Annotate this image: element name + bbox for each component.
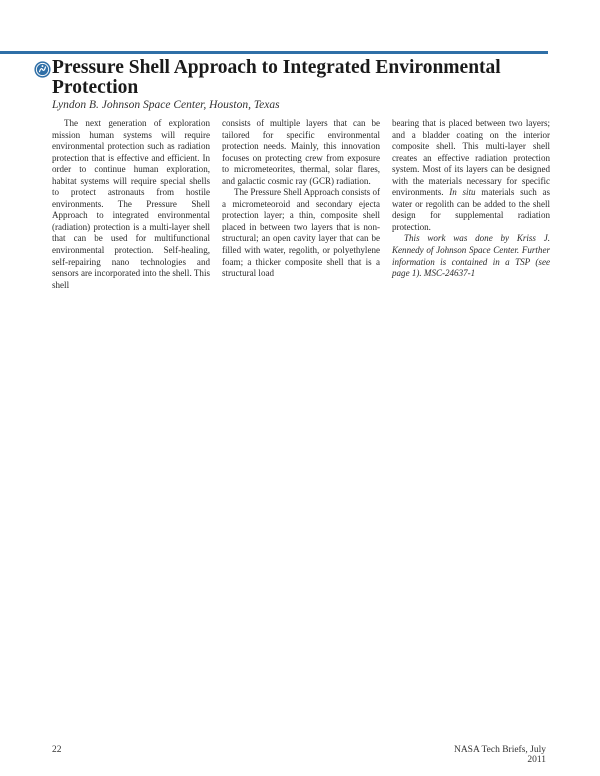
header-rule	[0, 51, 548, 54]
body-paragraph: The next generation of exploration mission human systems will require environmental protection such as radiation protection that is effective and efficient. In order to continue human exploration, habitat systems will require special shells to protect astronauts from hostile environments. The Pressure Shell Approach to integrated environmental (radiation) protection is a multi-layer shell that can be used for multifunctional environmental protection. Self-healing, self-repairing nano technologies and sensors are incorporated into the shell. This shell	[52, 118, 210, 290]
page-number: 22	[52, 745, 62, 755]
body-text-italic: In situ	[449, 187, 476, 198]
article-affiliation: Lyndon B. Johnson Space Center, Houston, Texas	[52, 99, 280, 111]
body-paragraph: The Pressure Shell Approach consists of a micrometeoroid and secondary ejecta protection layer; a thin, composite shell placed in between two layers that is non-structural; an open cavity layer that can be filled with water, regolith, or polyethylene foam; a thicker composite shell that is a structural load	[222, 187, 380, 279]
body-text: materials such as water or regolith can be added to the shell design for supplemental radiation protection.	[392, 187, 550, 232]
body-text: bearing that is placed between two layers; and a bladder coating on the interior composite shell. This multi-layer shell creates an effective radiation protection system. Most of its layers can be designed with the materials necessary for specific environments.	[392, 118, 550, 198]
body-paragraph: consists of multiple layers that can be tailored for specific environmental protection needs. Mainly, this innovation focuses on protecting crew from exposure to micrometeorites, thermal, solar flares, and galactic cosmic ray (GCR) radiation.	[222, 118, 380, 186]
article-credit: This work was done by Kriss J. Kennedy of Johnson Space Center. Further information is contained in a TSP (see page 1). MSC-24637-1	[392, 233, 550, 279]
body-paragraph	[392, 118, 550, 233]
nasa-category-badge-icon	[34, 61, 51, 78]
article-column-1	[52, 118, 210, 291]
article-title: Pressure Shell Approach to Integrated Environmental Protection	[52, 57, 501, 98]
article-column-3	[392, 118, 550, 280]
article-column-2	[222, 118, 380, 280]
publication-footer: NASA Tech Briefs, July 2011	[453, 745, 546, 765]
